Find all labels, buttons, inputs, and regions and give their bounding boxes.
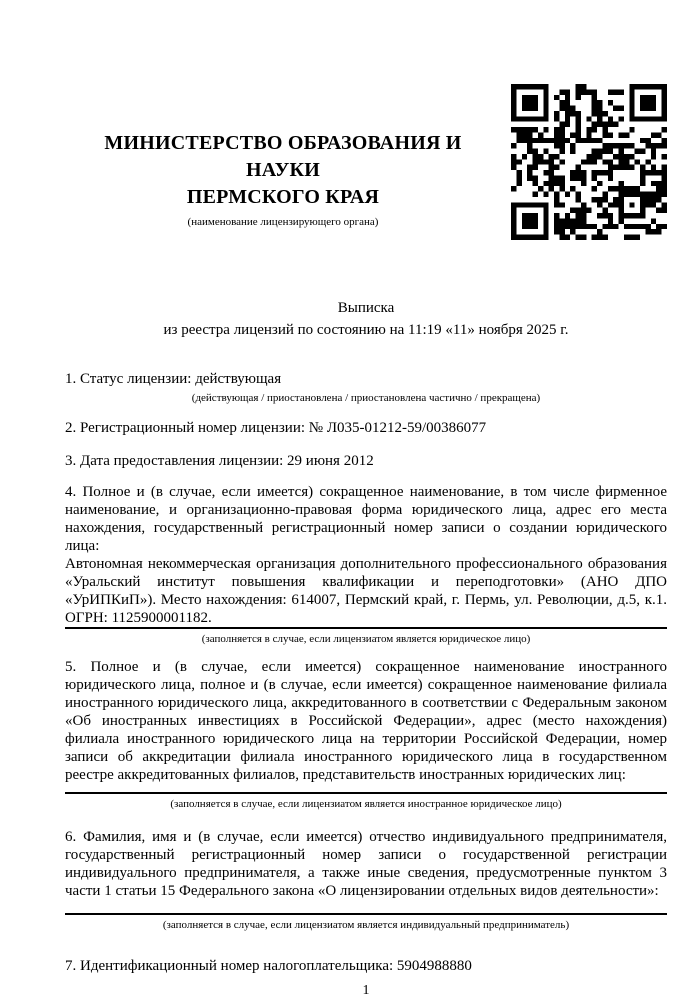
individual-entrepreneur-blank-field (65, 900, 667, 915)
registration-number-text: 2. Регистрационный номер лицензии: № Л035-01212-59/00386077 (65, 420, 487, 436)
document-title-line2: из реестра лицензий по состоянию на 11:19 «11» ноября 2025 г. (163, 322, 569, 338)
individual-entrepreneur-label: 6. Фамилия, имя и (в случае, если имеется) отчество индивидуального предпринимателя, государственный регистрационный номер записи о государственной регистрации индивидуального предпринимателя, а также иные сведения, предусмотренные пунктом 3 части 1 статьи 15 Федерального закона «О лицензировании отдельных видов деятельности»: (65, 829, 667, 899)
item-foreign-entity (65, 658, 667, 811)
individual-entrepreneur-note: (заполняется в случае, если лицензиатом является индивидуальный предприниматель) (162, 919, 570, 931)
legal-entity-value: Автономная некоммерческая организация дополнительного профессионального образования «Уральский институт повышения квалификации и переподготовки» (АНО ДПО «УрИПКиП»). Место нахождения: 614007, Пермский край, г. Пермь, ул. Революции, д.5, к.1. ОГРН: 1125900001182. (65, 556, 667, 626)
license-status-text: 1. Статус лицензии: действующая (65, 371, 282, 387)
qr-code-image (511, 84, 667, 240)
ministry-subtitle: (наименование лицензирующего органа) (187, 216, 379, 228)
legal-entity-label: 4. Полное и (в случае, если имеется) сокращенное наименование, в том числе фирменное наименование, и организационно-правовая форма юридического лица, адрес его места нахождения, государственный регистрационный номер записи о создании юридического лица: (65, 484, 667, 554)
item-legal-entity (65, 483, 667, 646)
foreign-entity-blank-field (65, 784, 667, 794)
foreign-entity-label: 5. Полное и (в случае, если имеется) сокращенное наименование иностранного юридического лица, полное и (в случае, если имеется) сокращенное наименование филиала иностранного юридического лица, аккредитованного в соответствии с Федеральным законом «Об иностранных инвестициях в Российской Федерации», адрес (место нахождения) филиала иностранного юридического лица на территории Российской Федерации, номер записи об аккредитации филиала иностранного юридического лица в государственном реестре аккредитованных филиалов, представительств иностранных юридических лиц: (65, 659, 667, 783)
ministry-name-line2: ПЕРМСКОГО КРАЯ (186, 186, 380, 208)
document-header (65, 0, 667, 240)
qr-code (511, 84, 667, 240)
taxpayer-number-text: 7. Идентификационный номер налогоплательщика: 5904988880 (65, 958, 472, 974)
page-number: 1 (362, 983, 370, 998)
item-individual-entrepreneur (65, 828, 667, 932)
item-license-status (65, 370, 667, 405)
ministry-name-line1: МИНИСТЕРСТВО ОБРАЗОВАНИЯ И НАУКИ (104, 132, 462, 181)
item-license-grant-date (65, 452, 667, 470)
document-title (65, 297, 667, 341)
document-title-line1: Выписка (337, 300, 395, 316)
foreign-entity-note: (заполняется в случае, если лицензиатом является иностранное юридическое лицо) (170, 798, 562, 810)
legal-entity-field (65, 483, 667, 629)
ministry-name (65, 130, 501, 211)
license-status-note: (действующая / приостановлена / приостановлена частично / прекращена) (191, 392, 541, 404)
item-registration-number (65, 419, 667, 437)
licensing-authority-block (65, 84, 501, 228)
item-taxpayer-number (65, 957, 667, 975)
license-grant-date-text: 3. Дата предоставления лицензии: 29 июня 2012 (65, 453, 374, 469)
legal-entity-note: (заполняется в случае, если лицензиатом является юридическое лицо) (201, 633, 531, 645)
